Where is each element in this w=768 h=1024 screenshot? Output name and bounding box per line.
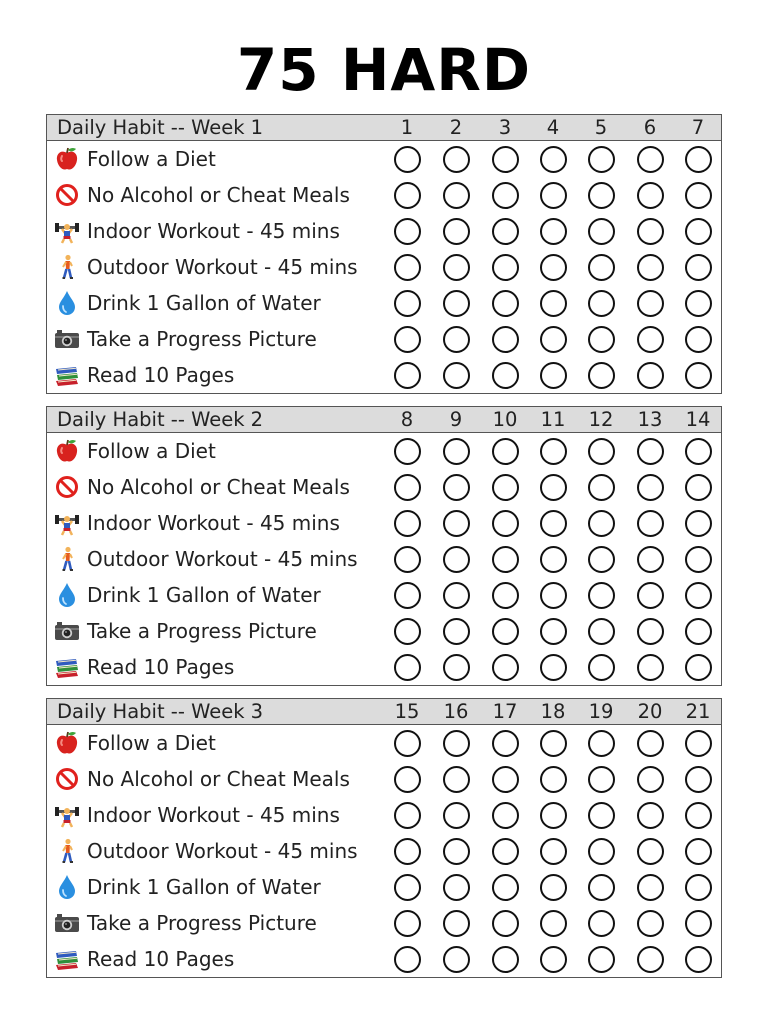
day-checkbox[interactable] <box>637 290 664 317</box>
day-checkbox[interactable] <box>394 802 421 829</box>
day-number: 19 <box>588 700 614 723</box>
day-checkbox[interactable] <box>492 618 519 645</box>
day-checkbox[interactable] <box>443 618 470 645</box>
weightlifter-icon <box>54 509 80 537</box>
day-checkbox[interactable] <box>588 290 615 317</box>
habit-row <box>47 649 721 685</box>
habit-label: Drink 1 Gallon of Water <box>87 291 321 315</box>
day-number: 6 <box>643 116 657 139</box>
habit-row <box>47 505 721 541</box>
day-checkbox[interactable] <box>637 510 664 537</box>
habit-label: Take a Progress Picture <box>87 911 317 935</box>
books-icon <box>54 945 80 973</box>
day-checkbox[interactable] <box>540 838 567 865</box>
habit-label: No Alcohol or Cheat Meals <box>87 475 350 499</box>
apple-icon <box>54 729 80 757</box>
day-number: 21 <box>685 700 711 723</box>
prohibited-icon <box>54 473 80 501</box>
day-checkbox[interactable] <box>588 730 615 757</box>
day-checkbox[interactable] <box>588 546 615 573</box>
day-checkbox[interactable] <box>394 654 421 681</box>
day-checkbox[interactable] <box>685 582 712 609</box>
day-checkbox[interactable] <box>588 218 615 245</box>
day-checkbox[interactable] <box>394 582 421 609</box>
day-checkbox[interactable] <box>540 146 567 173</box>
day-checkbox[interactable] <box>540 290 567 317</box>
habit-row <box>47 141 721 177</box>
camera-icon <box>54 325 80 353</box>
day-checkbox[interactable] <box>685 838 712 865</box>
apple-icon <box>54 145 80 173</box>
habit-label: Follow a Diet <box>87 731 216 755</box>
week-3-table <box>46 698 722 978</box>
weightlifter-icon <box>54 217 80 245</box>
day-checkbox[interactable] <box>540 730 567 757</box>
day-checkbox[interactable] <box>492 182 519 209</box>
day-checkbox[interactable] <box>685 802 712 829</box>
day-number: 7 <box>691 116 705 139</box>
day-checkbox[interactable] <box>394 546 421 573</box>
day-checkbox[interactable] <box>443 582 470 609</box>
habit-label: No Alcohol or Cheat Meals <box>87 767 350 791</box>
day-number: 10 <box>492 408 518 431</box>
day-checkbox[interactable] <box>588 802 615 829</box>
habit-label: Follow a Diet <box>87 439 216 463</box>
day-checkbox[interactable] <box>588 182 615 209</box>
day-checkbox[interactable] <box>637 838 664 865</box>
day-checkbox[interactable] <box>588 582 615 609</box>
week-header <box>47 407 721 433</box>
week-header <box>47 115 721 141</box>
day-checkbox[interactable] <box>394 910 421 937</box>
day-checkbox[interactable] <box>394 618 421 645</box>
day-number: 9 <box>449 408 463 431</box>
day-checkbox[interactable] <box>443 910 470 937</box>
day-checkbox[interactable] <box>492 510 519 537</box>
habit-label: No Alcohol or Cheat Meals <box>87 183 350 207</box>
day-checkbox[interactable] <box>637 546 664 573</box>
habit-label: Read 10 Pages <box>87 947 235 971</box>
day-checkbox[interactable] <box>637 874 664 901</box>
day-checkbox[interactable] <box>637 254 664 281</box>
habit-row <box>47 433 721 469</box>
day-checkbox[interactable] <box>588 254 615 281</box>
day-checkbox[interactable] <box>685 946 712 973</box>
habit-label: Drink 1 Gallon of Water <box>87 583 321 607</box>
day-number: 1 <box>400 116 414 139</box>
day-checkbox[interactable] <box>492 874 519 901</box>
habit-row <box>47 357 721 393</box>
day-checkbox[interactable] <box>540 946 567 973</box>
day-checkbox[interactable] <box>588 326 615 353</box>
day-checkbox[interactable] <box>685 290 712 317</box>
day-checkbox[interactable] <box>588 438 615 465</box>
walking-person-icon <box>54 545 80 573</box>
habit-row <box>47 613 721 649</box>
day-checkbox[interactable] <box>492 290 519 317</box>
day-checkbox[interactable] <box>637 362 664 389</box>
day-number: 8 <box>400 408 414 431</box>
habit-row <box>47 577 721 613</box>
day-checkbox[interactable] <box>685 326 712 353</box>
day-checkbox[interactable] <box>443 218 470 245</box>
apple-icon <box>54 437 80 465</box>
habit-label: Indoor Workout - 45 mins <box>87 803 340 827</box>
day-checkbox[interactable] <box>492 326 519 353</box>
day-checkbox[interactable] <box>492 254 519 281</box>
day-checkbox[interactable] <box>540 802 567 829</box>
week-label: Daily Habit -- Week 2 <box>57 408 264 431</box>
day-number: 14 <box>685 408 711 431</box>
habit-row <box>47 725 721 761</box>
day-checkbox[interactable] <box>588 146 615 173</box>
day-checkbox[interactable] <box>685 146 712 173</box>
day-checkbox[interactable] <box>394 474 421 501</box>
day-number: 18 <box>540 700 566 723</box>
day-checkbox[interactable] <box>540 218 567 245</box>
day-checkbox[interactable] <box>394 218 421 245</box>
week-1-table <box>46 114 722 394</box>
page-title: 75 HARD <box>236 36 532 104</box>
habit-row <box>47 213 721 249</box>
habit-label: Outdoor Workout - 45 mins <box>87 547 358 571</box>
day-checkbox[interactable] <box>492 766 519 793</box>
day-checkbox[interactable] <box>443 946 470 973</box>
habit-label: Read 10 Pages <box>87 655 235 679</box>
day-checkbox[interactable] <box>540 766 567 793</box>
day-checkbox[interactable] <box>637 146 664 173</box>
habit-row <box>47 869 721 905</box>
day-checkbox[interactable] <box>492 362 519 389</box>
day-checkbox[interactable] <box>394 438 421 465</box>
walking-person-icon <box>54 253 80 281</box>
habit-row <box>47 761 721 797</box>
day-checkbox[interactable] <box>588 838 615 865</box>
day-number: 11 <box>540 408 566 431</box>
day-checkbox[interactable] <box>492 654 519 681</box>
day-checkbox[interactable] <box>637 946 664 973</box>
day-checkbox[interactable] <box>394 838 421 865</box>
day-checkbox[interactable] <box>685 874 712 901</box>
day-number: 15 <box>394 700 420 723</box>
week-header <box>47 699 721 725</box>
day-checkbox[interactable] <box>685 254 712 281</box>
day-checkbox[interactable] <box>685 618 712 645</box>
day-checkbox[interactable] <box>588 766 615 793</box>
day-checkbox[interactable] <box>492 838 519 865</box>
day-checkbox[interactable] <box>492 146 519 173</box>
day-checkbox[interactable] <box>540 182 567 209</box>
day-checkbox[interactable] <box>443 510 470 537</box>
day-checkbox[interactable] <box>492 910 519 937</box>
day-checkbox[interactable] <box>492 474 519 501</box>
habit-row <box>47 177 721 213</box>
day-checkbox[interactable] <box>685 766 712 793</box>
day-checkbox[interactable] <box>588 510 615 537</box>
day-number: 13 <box>637 408 663 431</box>
day-number: 17 <box>492 700 518 723</box>
day-checkbox[interactable] <box>394 510 421 537</box>
walking-person-icon <box>54 837 80 865</box>
day-checkbox[interactable] <box>588 654 615 681</box>
day-checkbox[interactable] <box>685 362 712 389</box>
habit-label: Outdoor Workout - 45 mins <box>87 255 358 279</box>
day-checkbox[interactable] <box>443 874 470 901</box>
day-checkbox[interactable] <box>443 654 470 681</box>
day-checkbox[interactable] <box>394 182 421 209</box>
day-checkbox[interactable] <box>588 618 615 645</box>
weightlifter-icon <box>54 801 80 829</box>
water-droplet-icon <box>54 581 80 609</box>
books-icon <box>54 653 80 681</box>
day-number: 5 <box>594 116 608 139</box>
day-checkbox[interactable] <box>685 654 712 681</box>
day-checkbox[interactable] <box>492 802 519 829</box>
day-checkbox[interactable] <box>540 910 567 937</box>
day-checkbox[interactable] <box>443 474 470 501</box>
day-checkbox[interactable] <box>492 946 519 973</box>
day-checkbox[interactable] <box>394 326 421 353</box>
day-checkbox[interactable] <box>394 362 421 389</box>
day-checkbox[interactable] <box>443 838 470 865</box>
day-checkbox[interactable] <box>443 802 470 829</box>
water-droplet-icon <box>54 873 80 901</box>
day-checkbox[interactable] <box>637 474 664 501</box>
day-checkbox[interactable] <box>685 730 712 757</box>
day-checkbox[interactable] <box>443 290 470 317</box>
day-checkbox[interactable] <box>492 730 519 757</box>
day-number: 20 <box>637 700 663 723</box>
habit-row <box>47 905 721 941</box>
day-checkbox[interactable] <box>443 730 470 757</box>
day-checkbox[interactable] <box>685 182 712 209</box>
day-number: 16 <box>443 700 469 723</box>
day-checkbox[interactable] <box>637 438 664 465</box>
day-checkbox[interactable] <box>637 802 664 829</box>
day-checkbox[interactable] <box>540 546 567 573</box>
day-checkbox[interactable] <box>685 438 712 465</box>
day-number: 12 <box>588 408 614 431</box>
habit-label: Indoor Workout - 45 mins <box>87 219 340 243</box>
day-checkbox[interactable] <box>443 182 470 209</box>
habit-row <box>47 249 721 285</box>
day-checkbox[interactable] <box>394 874 421 901</box>
day-checkbox[interactable] <box>540 438 567 465</box>
day-checkbox[interactable] <box>443 438 470 465</box>
day-checkbox[interactable] <box>637 326 664 353</box>
day-checkbox[interactable] <box>492 546 519 573</box>
day-checkbox[interactable] <box>637 766 664 793</box>
day-checkbox[interactable] <box>588 946 615 973</box>
habit-row <box>47 469 721 505</box>
habit-label: Drink 1 Gallon of Water <box>87 875 321 899</box>
camera-icon <box>54 909 80 937</box>
day-checkbox[interactable] <box>492 438 519 465</box>
day-checkbox[interactable] <box>394 766 421 793</box>
day-number: 4 <box>546 116 560 139</box>
day-checkbox[interactable] <box>443 326 470 353</box>
day-checkbox[interactable] <box>394 254 421 281</box>
habit-label: Follow a Diet <box>87 147 216 171</box>
habit-label: Outdoor Workout - 45 mins <box>87 839 358 863</box>
day-checkbox[interactable] <box>394 290 421 317</box>
day-checkbox[interactable] <box>685 218 712 245</box>
week-label: Daily Habit -- Week 3 <box>57 700 264 723</box>
day-checkbox[interactable] <box>443 546 470 573</box>
books-icon <box>54 361 80 389</box>
day-checkbox[interactable] <box>637 582 664 609</box>
week-label: Daily Habit -- Week 1 <box>57 116 264 139</box>
prohibited-icon <box>54 765 80 793</box>
habit-label: Take a Progress Picture <box>87 619 317 643</box>
day-checkbox[interactable] <box>637 654 664 681</box>
day-checkbox[interactable] <box>443 362 470 389</box>
day-checkbox[interactable] <box>540 654 567 681</box>
day-checkbox[interactable] <box>394 146 421 173</box>
habit-label: Read 10 Pages <box>87 363 235 387</box>
habit-label: Indoor Workout - 45 mins <box>87 511 340 535</box>
day-checkbox[interactable] <box>492 582 519 609</box>
habit-row <box>47 541 721 577</box>
day-checkbox[interactable] <box>394 946 421 973</box>
habit-row <box>47 797 721 833</box>
day-checkbox[interactable] <box>394 730 421 757</box>
day-checkbox[interactable] <box>540 582 567 609</box>
day-checkbox[interactable] <box>540 618 567 645</box>
day-number: 2 <box>449 116 463 139</box>
day-checkbox[interactable] <box>540 326 567 353</box>
day-checkbox[interactable] <box>588 910 615 937</box>
day-checkbox[interactable] <box>588 874 615 901</box>
day-checkbox[interactable] <box>685 510 712 537</box>
day-checkbox[interactable] <box>588 362 615 389</box>
day-checkbox[interactable] <box>588 474 615 501</box>
habit-row <box>47 941 721 977</box>
day-checkbox[interactable] <box>443 146 470 173</box>
day-checkbox[interactable] <box>540 254 567 281</box>
day-checkbox[interactable] <box>443 766 470 793</box>
day-checkbox[interactable] <box>637 218 664 245</box>
water-droplet-icon <box>54 289 80 317</box>
habit-row <box>47 321 721 357</box>
day-checkbox[interactable] <box>540 510 567 537</box>
day-checkbox[interactable] <box>685 546 712 573</box>
day-checkbox[interactable] <box>685 474 712 501</box>
day-number: 3 <box>498 116 512 139</box>
day-checkbox[interactable] <box>540 474 567 501</box>
day-checkbox[interactable] <box>492 218 519 245</box>
habit-row <box>47 833 721 869</box>
habit-row <box>47 285 721 321</box>
day-checkbox[interactable] <box>685 910 712 937</box>
day-checkbox[interactable] <box>637 730 664 757</box>
camera-icon <box>54 617 80 645</box>
day-checkbox[interactable] <box>637 910 664 937</box>
week-2-table <box>46 406 722 686</box>
day-checkbox[interactable] <box>443 254 470 281</box>
prohibited-icon <box>54 181 80 209</box>
habit-label: Take a Progress Picture <box>87 327 317 351</box>
day-checkbox[interactable] <box>637 182 664 209</box>
day-checkbox[interactable] <box>540 362 567 389</box>
day-checkbox[interactable] <box>540 874 567 901</box>
day-checkbox[interactable] <box>637 618 664 645</box>
